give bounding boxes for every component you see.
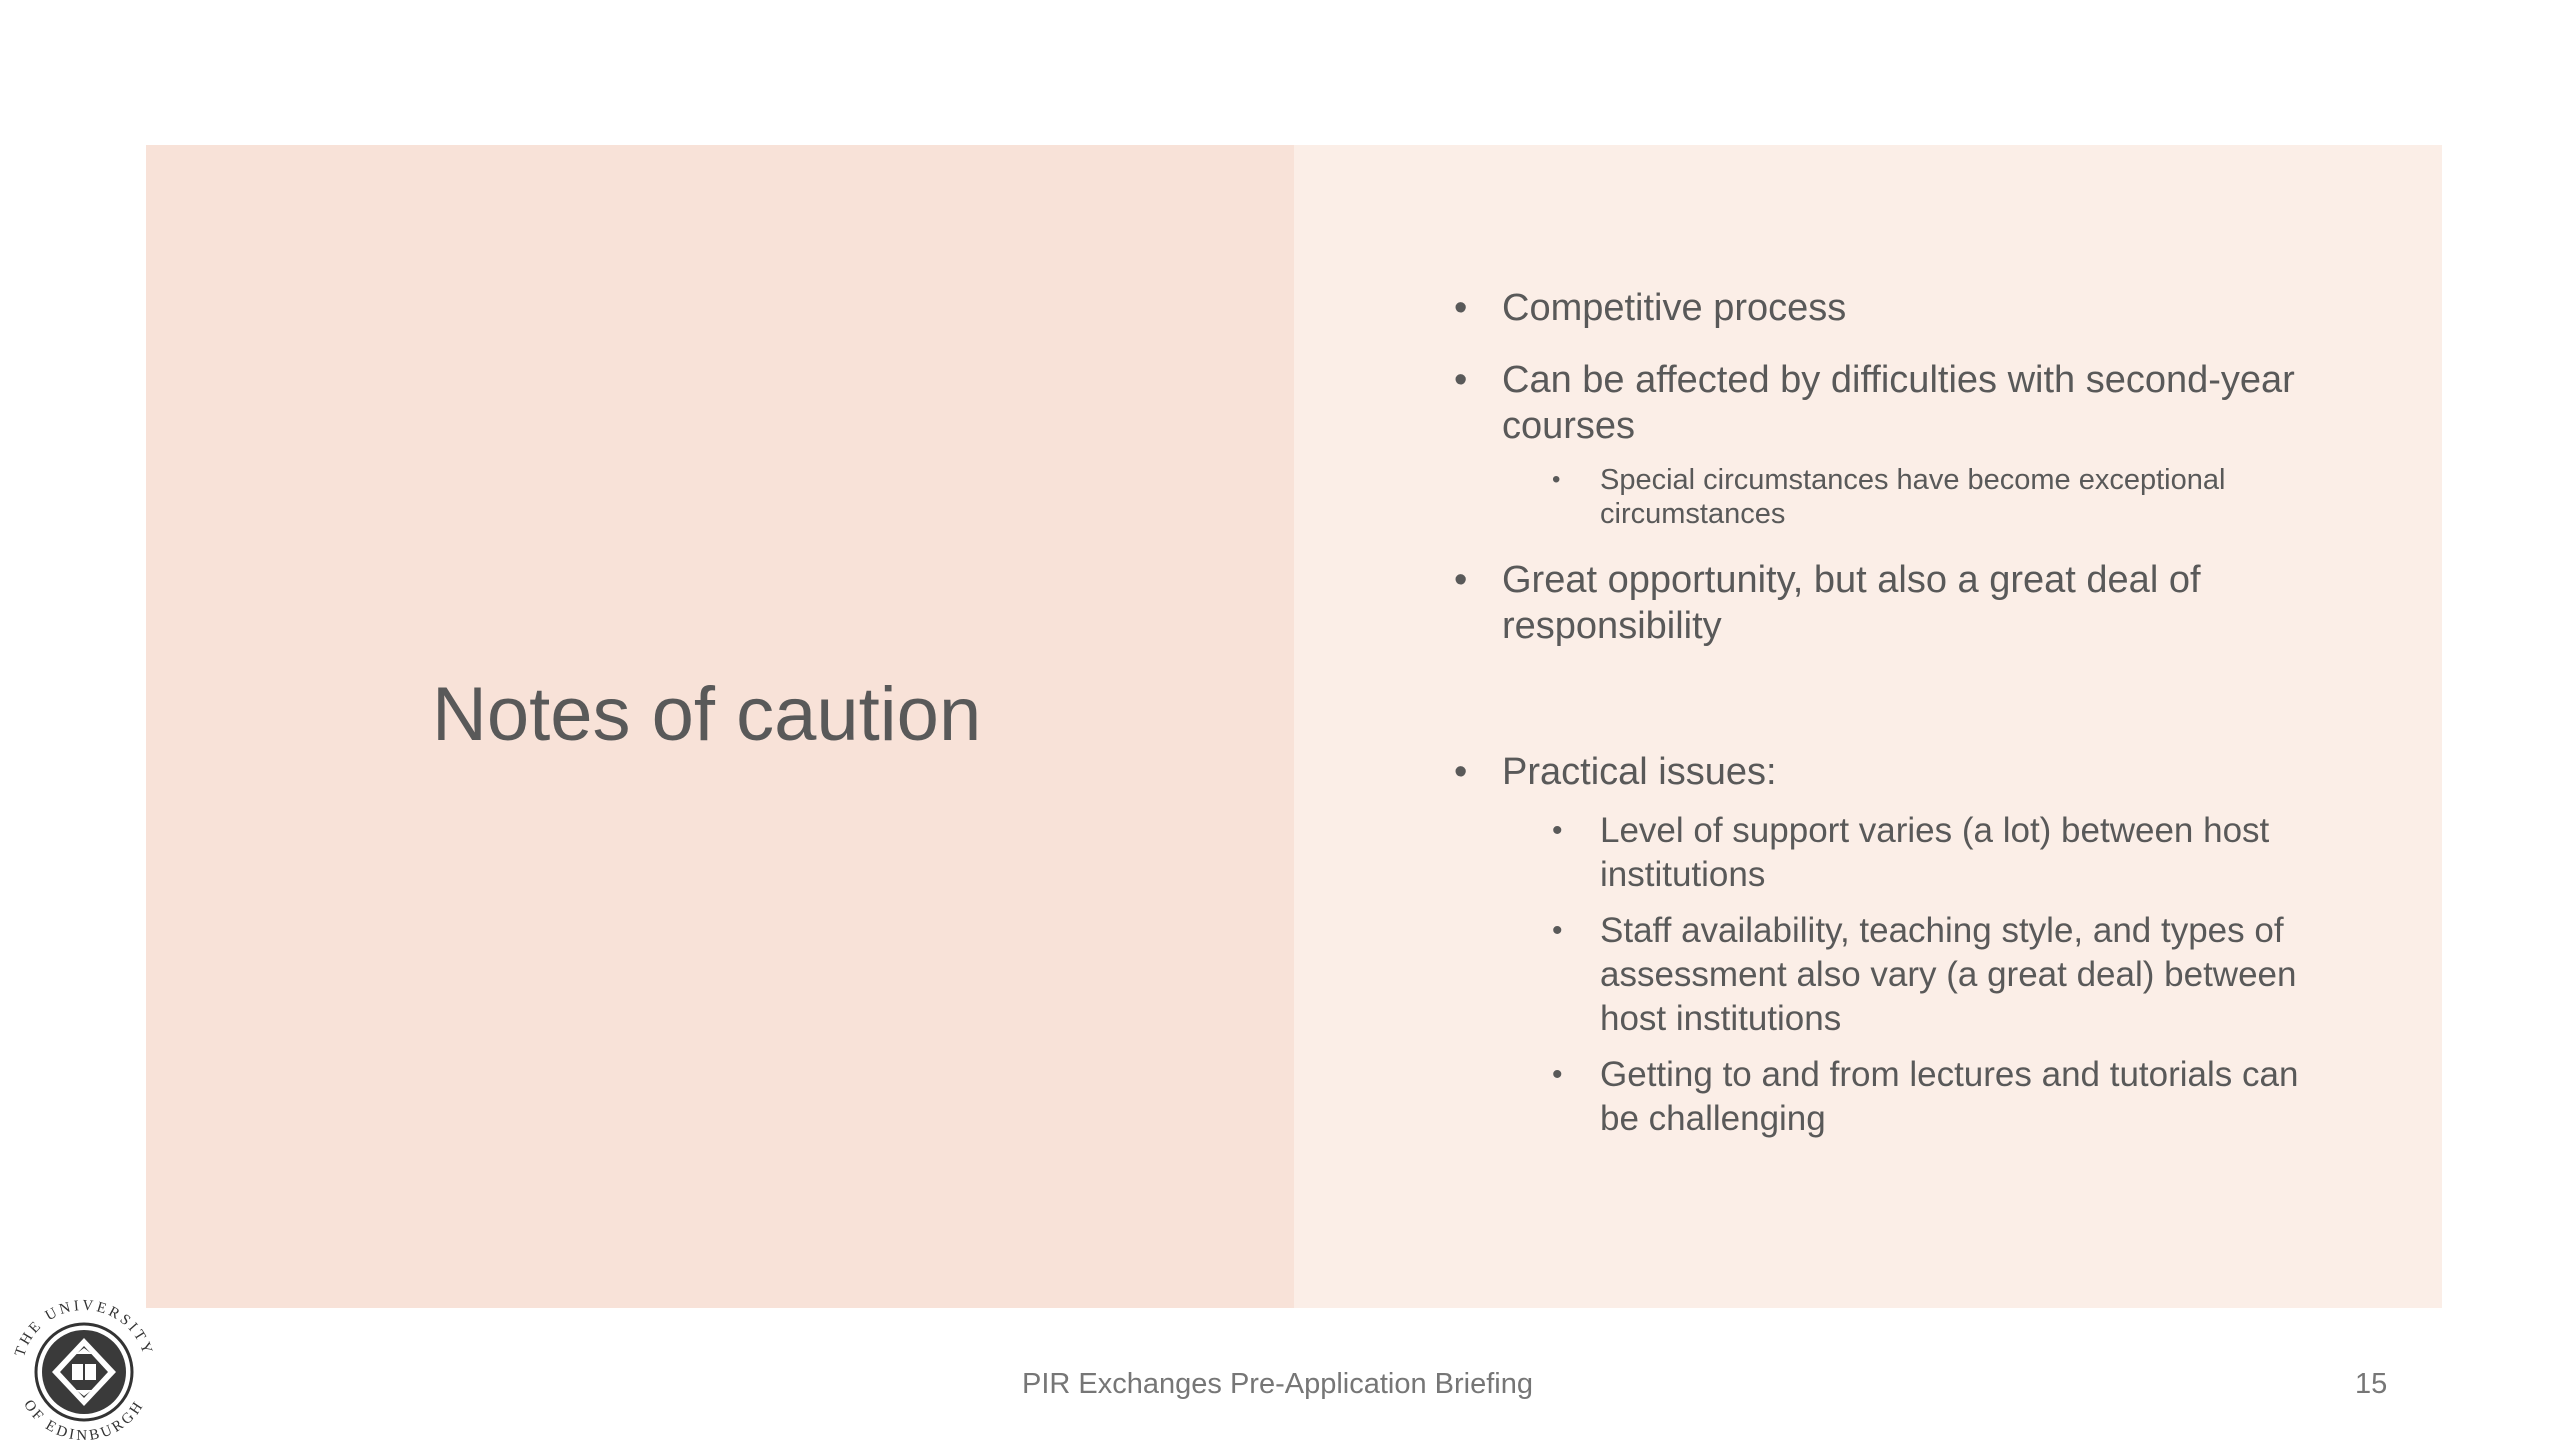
page-number: 15 <box>2355 1368 2388 1400</box>
sub-bullet-text: Getting to and from lectures and tutorials can be challenging <box>1600 1055 2299 1138</box>
bullet-list <box>1454 285 2304 1141</box>
bullet-item <box>1454 285 2304 331</box>
bullet-icon: • <box>1552 914 1563 947</box>
bullet-icon: • <box>1454 287 1468 329</box>
footer-text: PIR Exchanges Pre-Application Briefing <box>1022 1368 1533 1400</box>
bullet-icon: • <box>1552 814 1563 847</box>
bullet-text: Competitive process <box>1502 287 1847 329</box>
bullet-icon: • <box>1454 559 1468 601</box>
sub-bullet-list <box>1502 809 2304 1141</box>
sub-bullet-item <box>1552 909 2304 1041</box>
sub-bullet-item <box>1552 463 2304 531</box>
bullet-icon: • <box>1454 751 1468 793</box>
slide-body <box>146 145 2442 1308</box>
bullet-icon: • <box>1454 359 1468 401</box>
bullet-item <box>1454 749 2304 1141</box>
bullet-item <box>1454 557 2304 649</box>
sub-bullet-item <box>1552 1053 2304 1141</box>
slide-title: Notes of caution <box>432 672 982 757</box>
logo-text-top: THE UNIVERSITY <box>12 1297 156 1359</box>
sub-bullet-text: Special circumstances have become exceptional circumstances <box>1600 464 2226 530</box>
content-panel <box>1294 145 2442 1308</box>
university-crest-icon <box>4 1292 164 1452</box>
sub-bullet-text: Staff availability, teaching style, and types of assessment also vary (a great deal) between host institutions <box>1600 911 2297 1038</box>
sub-bullet-item <box>1552 809 2304 897</box>
bullet-icon: • <box>1552 1058 1563 1091</box>
bullet-text: Can be affected by difficulties with second-year courses <box>1502 359 2295 447</box>
title-panel <box>146 145 1294 1308</box>
bullet-item <box>1454 357 2304 531</box>
sub-bullet-list <box>1502 463 2304 531</box>
logo-text-bottom: OF EDINBURGH <box>20 1397 148 1445</box>
bullet-icon: • <box>1552 466 1561 493</box>
bullet-text: Practical issues: <box>1502 751 1777 793</box>
bullet-text: Great opportunity, but also a great deal of responsibility <box>1502 559 2201 647</box>
sub-bullet-text: Level of support varies (a lot) between host institutions <box>1600 811 2270 894</box>
